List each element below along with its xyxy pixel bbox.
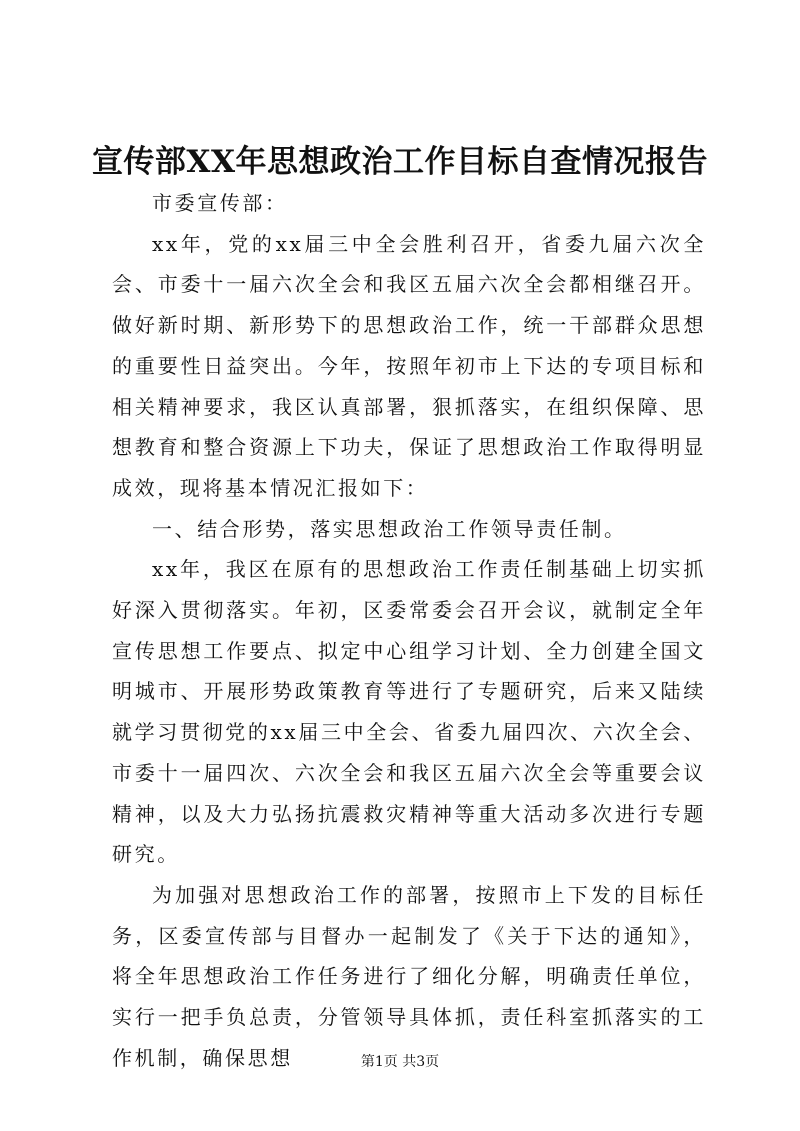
salutation: 市委宣传部： (152, 191, 288, 215)
section-heading-1: 一、结合形势，落实思想政治工作领导责任制。 (152, 516, 627, 541)
paragraph-deployment: 为加强对思想政治工作的部署，按照市上下发的目标任务，区委宣传部与目督办一起制发了《关于下达的通知》，将全年思想政治工作任务进行了细化分解，明确责任单位，实行一把手负总责，分管领导具体抓，责任科室抓落实的工作机制，确保思想 (112, 882, 706, 1070)
document-body (112, 183, 706, 1078)
paragraph-responsibility: xx年，我区在原有的思想政治工作责任制基础上切实抓好深入贯彻落实。年初，区委常委会召开会议，就制定全年宣传思想工作要点、拟定中心组学习计划、全力创建全国文明城市、开展形势政策教育等进行了专题研究，后来又陆续就学习贯彻党的xx届三中全会、省委九届四次、六次全会、市委十一届四次、六次全会和我区五届六次全会等重要会议精神，以及大力弘扬抗震救灾精神等重大活动多次进行专题研究。 (112, 557, 706, 867)
document-title: 宣传部XX年思想政治工作目标自查情况报告 (91, 144, 709, 180)
page-number-footer: 第1页 共3页 (360, 1054, 440, 1070)
paragraph-intro: xx年，党的xx届三中全会胜利召开，省委九届六次全会、市委十一届六次全会和我区五届六次全会都相继召开。做好新时期、新形势下的思想政治工作，统一干部群众思想的重要性日益突出。今年，按照年初市上下达的专项目标和相关精神要求，我区认真部署，狠抓落实，在组织保障、思想教育和整合资源上下功夫，保证了思想政治工作取得明显成效，现将基本情况汇报如下： (112, 231, 706, 500)
